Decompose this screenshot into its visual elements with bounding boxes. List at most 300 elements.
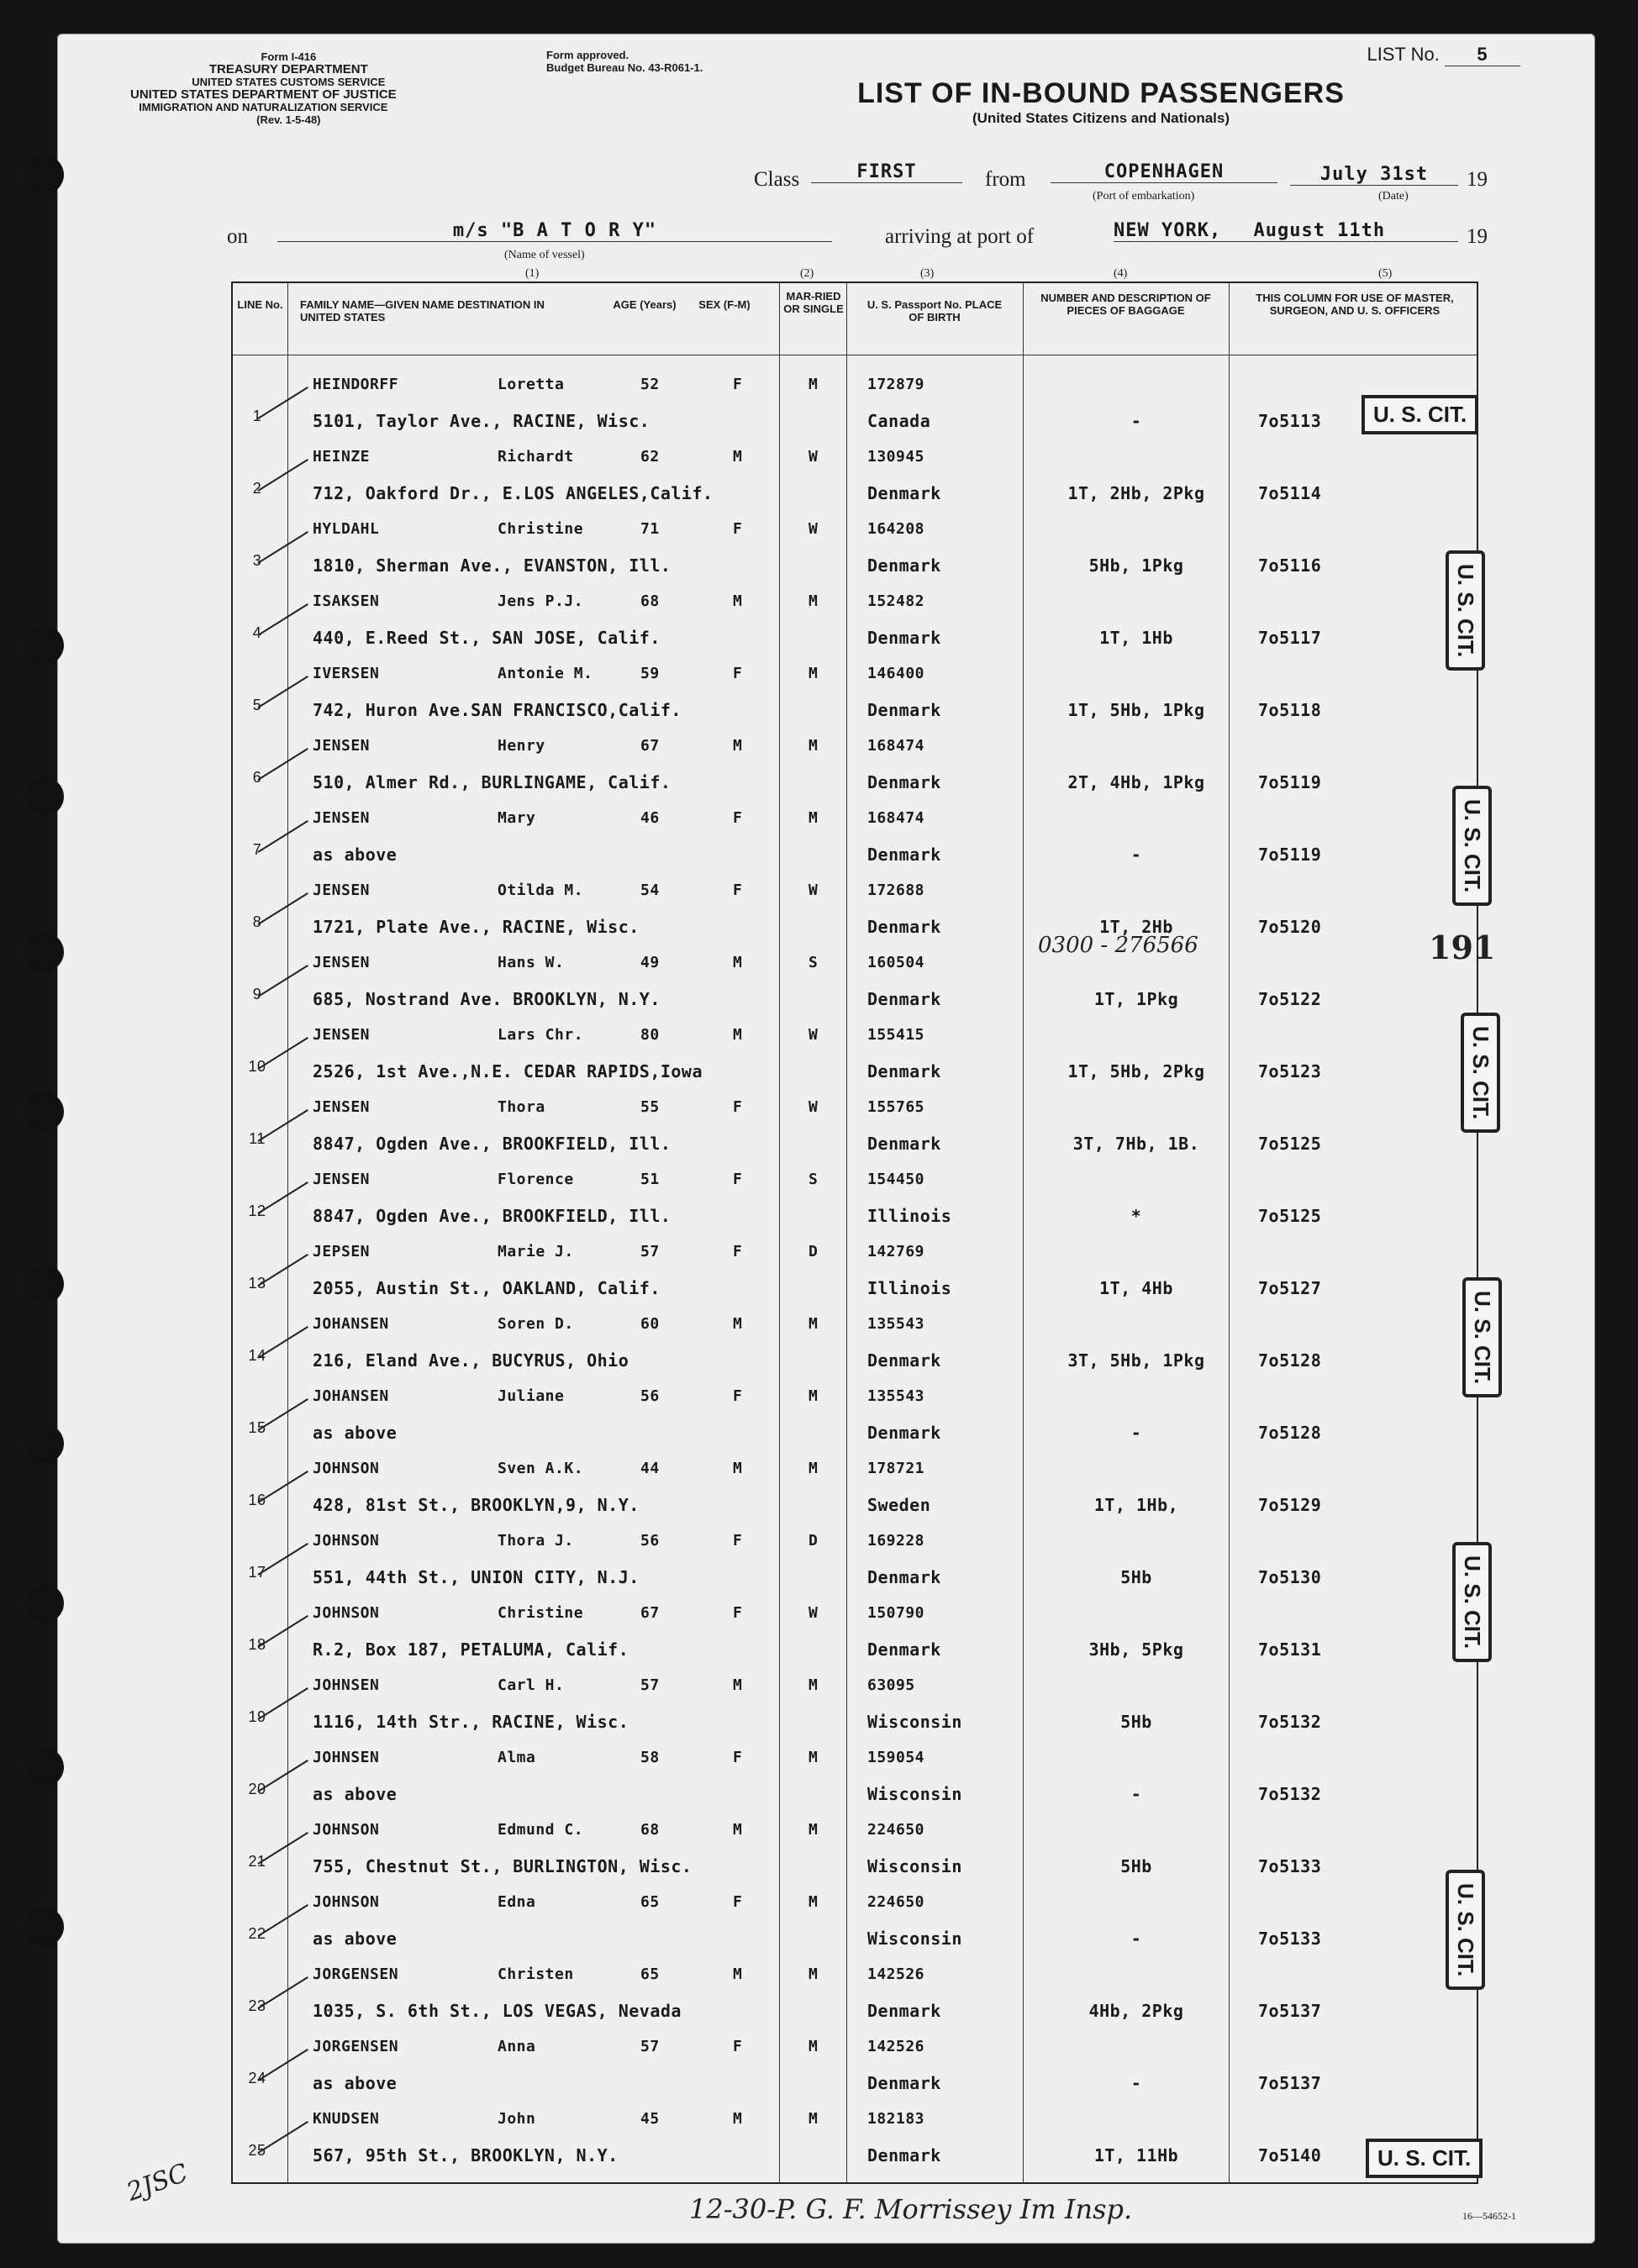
binder-hole — [25, 1092, 64, 1131]
given-name: Thora — [498, 1098, 545, 1116]
table-row — [233, 576, 1477, 648]
table-row — [233, 2021, 1477, 2093]
table-row — [233, 1515, 1477, 1587]
passport-number: 142526 — [867, 2038, 925, 2055]
table-row — [233, 431, 1477, 503]
age: 49 — [640, 954, 660, 971]
married-status: S — [808, 1171, 819, 1188]
age: 45 — [640, 2110, 660, 2128]
col-header-line: LINE No. — [237, 298, 283, 311]
place-of-birth: Denmark — [867, 989, 941, 1009]
passport-number: 168474 — [867, 737, 925, 755]
port-caption: (Port of embarkation) — [1093, 190, 1195, 203]
passport-number: 224650 — [867, 1821, 925, 1839]
line-number: 11 — [249, 1130, 266, 1147]
checkmark — [257, 676, 308, 708]
line-number: 19 — [248, 1708, 266, 1725]
family-name: HEINDORFF — [313, 376, 399, 393]
age: 68 — [640, 592, 660, 610]
checkmark — [257, 1543, 308, 1576]
destination: 551, 44th St., UNION CITY, N.J. — [313, 1567, 640, 1587]
passport-number: 164208 — [867, 520, 925, 538]
destination: 8847, Ogden Ave., BROOKFIELD, Ill. — [313, 1206, 672, 1226]
family-name: JOHNSEN — [313, 1749, 380, 1766]
sex: F — [733, 1387, 743, 1405]
baggage: 1T, 4Hb — [1099, 1278, 1173, 1298]
checkmark — [257, 820, 308, 853]
family-name: HYLDAHL — [313, 520, 380, 538]
officer-entry: 7o5137 — [1258, 2073, 1322, 2093]
married-status: M — [808, 2110, 819, 2128]
table-row — [233, 1226, 1477, 1298]
table-row — [233, 1081, 1477, 1154]
line-number: 2 — [252, 480, 262, 497]
place-of-birth: Denmark — [867, 917, 941, 937]
married-status: M — [808, 665, 819, 682]
binder-hole — [25, 933, 64, 971]
family-name: JENSEN — [313, 954, 371, 971]
place-of-birth: Denmark — [867, 555, 941, 576]
approval-block — [546, 49, 703, 74]
checkmark — [257, 1398, 308, 1431]
destination: 712, Oakford Dr., E.LOS ANGELES,Calif. — [313, 483, 714, 503]
given-name: Richardt — [498, 448, 574, 466]
passport-number: 63095 — [867, 1676, 915, 1694]
passport-number: 146400 — [867, 665, 925, 682]
officer-entry: 7o5114 — [1258, 483, 1322, 503]
line-number: 22 — [248, 1925, 266, 1942]
from-label: from — [985, 168, 1026, 191]
given-name: Mary — [498, 809, 536, 827]
officer-entry: 7o5129 — [1258, 1495, 1322, 1515]
married-status: M — [808, 1893, 819, 1911]
sex: F — [733, 881, 743, 899]
married-status: W — [808, 448, 819, 466]
class-value: FIRST — [811, 161, 962, 183]
sex: M — [733, 1676, 743, 1694]
table-row — [233, 2093, 1477, 2165]
married-status: M — [808, 1821, 819, 1839]
age: 60 — [640, 1315, 660, 1333]
destination: 2526, 1st Ave.,N.E. CEDAR RAPIDS,Iowa — [313, 1061, 703, 1081]
sex: F — [733, 1532, 743, 1550]
destination: as above — [313, 1423, 398, 1443]
line-number: 8 — [252, 913, 262, 930]
place-of-birth: Denmark — [867, 845, 941, 865]
line-number: 4 — [252, 624, 262, 641]
married-status: M — [808, 737, 819, 755]
age: 67 — [640, 1604, 660, 1622]
family-name: JENSEN — [313, 1026, 371, 1044]
form-number: Form I-416 — [261, 50, 317, 63]
passport-number: 155765 — [867, 1098, 925, 1116]
line-number: 5 — [252, 697, 262, 713]
family-name: JORGENSEN — [313, 2038, 399, 2055]
family-name: JOHNSEN — [313, 1676, 380, 1694]
checkmark — [257, 603, 308, 636]
married-status: M — [808, 809, 819, 827]
checkmark — [257, 1109, 308, 1142]
title-block — [807, 77, 1395, 127]
destination: 567, 95th St., BROOKLYN, N.Y. — [313, 2145, 619, 2165]
passport-number: 182183 — [867, 2110, 925, 2128]
sex: M — [733, 1965, 743, 1983]
arriving-label: arriving at port of — [885, 225, 1035, 248]
age: 68 — [640, 1821, 660, 1839]
place-of-birth: Sweden — [867, 1495, 931, 1515]
table-row — [233, 648, 1477, 720]
destination: as above — [313, 845, 398, 865]
passport-number: 169228 — [867, 1532, 925, 1550]
married-status: M — [808, 592, 819, 610]
col-header-age: AGE (Years) — [613, 298, 677, 311]
table-row — [233, 1298, 1477, 1371]
sex: F — [733, 1171, 743, 1188]
checkmark — [257, 892, 308, 925]
age: 54 — [640, 881, 660, 899]
baggage: 1T, 2Hb, 2Pkg — [1067, 483, 1205, 503]
place-of-birth: Denmark — [867, 1350, 941, 1371]
baggage: 1T, 1Hb, — [1093, 1495, 1179, 1515]
sex: F — [733, 2038, 743, 2055]
inspector-signature: 12-30-P. G. F. Morrissey Im Insp. — [689, 2193, 1133, 2225]
line-number: 16 — [248, 1492, 266, 1508]
table-row — [233, 1660, 1477, 1732]
place-of-birth: Wisconsin — [867, 1712, 962, 1732]
age: 58 — [640, 1749, 660, 1766]
arrival-port: NEW YORK, — [1114, 220, 1222, 241]
line-number: 6 — [252, 769, 262, 786]
us-cit-stamp: U. S. CIT. — [1462, 1277, 1502, 1397]
sex: F — [733, 1098, 743, 1116]
checkmark — [257, 1976, 308, 2009]
baggage: 1T, 1Pkg — [1093, 989, 1179, 1009]
passport-number: 142526 — [867, 1965, 925, 1983]
page-title: LIST OF IN-BOUND PASSENGERS — [857, 77, 1345, 109]
age: 46 — [640, 809, 660, 827]
family-name: JENSEN — [313, 881, 371, 899]
line-number: 17 — [248, 1564, 266, 1581]
baggage: 5Hb — [1120, 1567, 1152, 1587]
from-value: COPENHAGEN — [1051, 161, 1277, 183]
given-name: Juliane — [498, 1387, 565, 1405]
table-row — [233, 1587, 1477, 1660]
destination: 1810, Sherman Ave., EVANSTON, Ill. — [313, 555, 672, 576]
officer-entry: 7o5133 — [1258, 1856, 1322, 1876]
baggage: 1T, 11Hb — [1093, 2145, 1179, 2165]
checkmark — [257, 1471, 308, 1503]
baggage: - — [1130, 411, 1142, 431]
arrival-port-date — [1114, 220, 1458, 242]
binder-hole — [25, 1265, 64, 1303]
family-name: JOHANSEN — [313, 1387, 389, 1405]
given-name: Marie J. — [498, 1243, 574, 1260]
baggage: 5Hb, 1Pkg — [1088, 555, 1184, 576]
sex: F — [733, 809, 743, 827]
checkmark — [257, 965, 308, 997]
family-name: IVERSEN — [313, 665, 380, 682]
baggage: 5Hb — [1120, 1856, 1152, 1876]
officer-entry: 7o5125 — [1258, 1206, 1322, 1226]
line-number: 15 — [248, 1419, 266, 1436]
sex: F — [733, 1604, 743, 1622]
checkmark — [257, 1254, 308, 1287]
col-num-1: (1) — [525, 267, 540, 280]
destination: 1116, 14th Str., RACINE, Wisc. — [313, 1712, 629, 1732]
officer-entry: 7o5132 — [1258, 1712, 1322, 1732]
table-row — [233, 937, 1477, 1009]
married-status: W — [808, 881, 819, 899]
table-row — [233, 359, 1477, 431]
age: 52 — [640, 376, 660, 393]
sex: M — [733, 1026, 743, 1044]
binder-hole — [25, 155, 64, 194]
col-header-baggage: NUMBER AND DESCRIPTION OF PIECES OF BAGGAGE — [1040, 292, 1211, 317]
passport-number: 178721 — [867, 1460, 925, 1477]
line-number: 23 — [248, 1997, 266, 2014]
arrival-date: August 11th — [1253, 220, 1386, 241]
family-name: JENSEN — [313, 809, 371, 827]
family-name: JOHANSEN — [313, 1315, 389, 1333]
us-cit-stamp: U. S. CIT. — [1461, 1013, 1500, 1133]
us-cit-stamp: U. S. CIT. — [1446, 550, 1485, 671]
checkmark — [257, 1687, 308, 1720]
binder-hole — [25, 626, 64, 665]
us-cit-stamp: U. S. CIT. — [1361, 395, 1478, 434]
baggage: 3Hb, 5Pkg — [1088, 1639, 1184, 1660]
baggage: 1T, 2Hb — [1099, 917, 1173, 937]
sex: M — [733, 592, 743, 610]
given-name: Antonie M. — [498, 665, 593, 682]
baggage: * — [1130, 1206, 1142, 1226]
sex: F — [733, 1749, 743, 1766]
line-number: 12 — [248, 1202, 266, 1219]
table-row — [233, 503, 1477, 576]
sex: F — [733, 520, 743, 538]
sex: M — [733, 448, 743, 466]
sex: M — [733, 1821, 743, 1839]
destination: 742, Huron Ave.SAN FRANCISCO,Calif. — [313, 700, 682, 720]
given-name: Carl H. — [498, 1676, 565, 1694]
table-row — [233, 1371, 1477, 1443]
destination: 440, E.Reed St., SAN JOSE, Calif. — [313, 628, 661, 648]
table-row — [233, 1804, 1477, 1876]
col-header-officers: THIS COLUMN FOR USE OF MASTER, SURGEON, AND U. S. OFFICERS — [1256, 292, 1454, 317]
list-number — [1367, 44, 1520, 66]
form-approved: Form approved. — [546, 49, 629, 61]
revision: (Rev. 1-5-48) — [256, 113, 321, 126]
given-name: Henry — [498, 737, 545, 755]
checkmark — [257, 1037, 308, 1070]
place-of-birth: Denmark — [867, 700, 941, 720]
line-number: 10 — [248, 1058, 266, 1075]
passport-number: 172688 — [867, 881, 925, 899]
officer-entry: 7o5118 — [1258, 700, 1322, 720]
list-label: LIST No. — [1367, 44, 1440, 65]
given-name: Soren D. — [498, 1315, 574, 1333]
destination: 5101, Taylor Ave., RACINE, Wisc. — [313, 411, 650, 431]
baggage: 1T, 1Hb — [1099, 628, 1173, 648]
line-number: 21 — [248, 1853, 266, 1870]
passport-number: 135543 — [867, 1387, 925, 1405]
given-name: Loretta — [498, 376, 565, 393]
table-row — [233, 1732, 1477, 1804]
baggage: - — [1130, 1784, 1142, 1804]
baggage: - — [1130, 1423, 1142, 1443]
line-number: 24 — [248, 2070, 266, 2086]
officer-entry: 7o5122 — [1258, 989, 1322, 1009]
family-name: HEINZE — [313, 448, 371, 466]
sex: F — [733, 1243, 743, 1260]
given-name: Edmund C. — [498, 1821, 584, 1839]
passport-number: 152482 — [867, 592, 925, 610]
family-name: JEPSEN — [313, 1243, 371, 1260]
age: 67 — [640, 737, 660, 755]
age: 71 — [640, 520, 660, 538]
officer-entry: 7o5117 — [1258, 628, 1322, 648]
destination: as above — [313, 1784, 398, 1804]
family-name: JOHNSON — [313, 1893, 380, 1911]
binder-hole — [25, 777, 64, 816]
officer-entry: 7o5132 — [1258, 1784, 1322, 1804]
age: 56 — [640, 1532, 660, 1550]
table-row — [233, 792, 1477, 865]
binder-hole — [25, 1908, 64, 1946]
checkmark — [257, 2049, 308, 2081]
age: 59 — [640, 665, 660, 682]
baggage: - — [1130, 1929, 1142, 1949]
checkmark — [257, 2121, 308, 2154]
married-status: M — [808, 1965, 819, 1983]
given-name: Anna — [498, 2038, 536, 2055]
sex: F — [733, 376, 743, 393]
officer-entry: 7o5119 — [1258, 845, 1322, 865]
class-label: Class — [754, 168, 800, 191]
line-number: 25 — [248, 2142, 266, 2159]
place-of-birth: Denmark — [867, 1061, 941, 1081]
sex: M — [733, 1315, 743, 1333]
destination: 428, 81st St., BROOKLYN,9, N.Y. — [313, 1495, 640, 1515]
married-status: M — [808, 1676, 819, 1694]
on-label: on — [227, 225, 248, 248]
baggage: 1T, 5Hb, 2Pkg — [1067, 1061, 1205, 1081]
us-cit-stamp: U. S. CIT. — [1452, 1542, 1492, 1662]
col-header-sex: SEX (F-M) — [698, 298, 751, 311]
place-of-birth: Illinois — [867, 1206, 952, 1226]
table-row — [233, 1876, 1477, 1949]
place-of-birth: Denmark — [867, 483, 941, 503]
age: 80 — [640, 1026, 660, 1044]
given-name: Christen — [498, 1965, 574, 1983]
col-header-married: MAR-RIED OR SINGLE — [783, 290, 844, 315]
given-name: John — [498, 2110, 536, 2128]
given-name: Lars Chr. — [498, 1026, 584, 1044]
given-name: Hans W. — [498, 954, 565, 971]
given-name: Christine — [498, 1604, 584, 1622]
passport-number: 224650 — [867, 1893, 925, 1911]
place-of-birth: Denmark — [867, 1639, 941, 1660]
family-name: JORGENSEN — [313, 1965, 399, 1983]
married-status: D — [808, 1243, 819, 1260]
col-header-name: FAMILY NAME—GIVEN NAME DESTINATION IN UNITED STATES — [300, 298, 545, 324]
handwritten-191: 191 — [1429, 929, 1496, 966]
destination: 685, Nostrand Ave. BROOKLYN, N.Y. — [313, 989, 661, 1009]
family-name: ISAKSEN — [313, 592, 380, 610]
officer-entry: 7o5127 — [1258, 1278, 1322, 1298]
line-number: 9 — [252, 986, 262, 1002]
binder-hole — [25, 1584, 64, 1623]
date-caption: (Date) — [1378, 190, 1409, 203]
married-status: W — [808, 1026, 819, 1044]
table-row — [233, 720, 1477, 792]
us-cit-stamp: U. S. CIT. — [1446, 1870, 1485, 1990]
baggage: 1T, 5Hb, 1Pkg — [1067, 700, 1205, 720]
place-of-birth: Wisconsin — [867, 1856, 962, 1876]
baggage: 2T, 4Hb, 1Pkg — [1067, 772, 1205, 792]
passport-number: 172879 — [867, 376, 925, 393]
passport-number: 135543 — [867, 1315, 925, 1333]
baggage: 5Hb — [1120, 1712, 1152, 1732]
checkmark — [257, 1760, 308, 1792]
baggage: - — [1130, 2073, 1142, 2093]
baggage: 3T, 7Hb, 1B. — [1072, 1134, 1200, 1154]
officer-entry: 7o5140 — [1258, 2145, 1322, 2165]
age: 44 — [640, 1460, 660, 1477]
officer-entry: 7o5120 — [1258, 917, 1322, 937]
officer-entry: 7o5133 — [1258, 1929, 1322, 1949]
officer-entry: 7o5128 — [1258, 1350, 1322, 1371]
binder-hole — [25, 1748, 64, 1787]
vessel-name: m/s "B A T O R Y" — [277, 220, 832, 242]
married-status: M — [808, 1315, 819, 1333]
place-of-birth: Denmark — [867, 1423, 941, 1443]
budget-bureau: Budget Bureau No. 43-R061-1. — [546, 61, 703, 74]
married-status: W — [808, 1098, 819, 1116]
age: 56 — [640, 1387, 660, 1405]
baggage: - — [1130, 845, 1142, 865]
married-status: M — [808, 1387, 819, 1405]
family-name: KNUDSEN — [313, 2110, 380, 2128]
footer-code: 16—54652-1 — [1462, 2210, 1516, 2222]
place-of-birth: Canada — [867, 411, 931, 431]
place-of-birth: Denmark — [867, 2001, 941, 2021]
table-row — [233, 1154, 1477, 1226]
table-row — [233, 1443, 1477, 1515]
checkmark — [257, 531, 308, 564]
passport-number: 160504 — [867, 954, 925, 971]
family-name: JOHNSON — [313, 1821, 380, 1839]
treasury-dept: TREASURY DEPARTMENT — [208, 62, 368, 76]
handwritten-side-note: 2JSC — [123, 2158, 192, 2207]
sex: F — [733, 665, 743, 682]
age: 65 — [640, 1965, 660, 1983]
line-number: 20 — [248, 1781, 266, 1797]
passport-number: 150790 — [867, 1604, 925, 1622]
line-number: 14 — [248, 1347, 266, 1364]
officer-entry: 7o5119 — [1258, 772, 1322, 792]
passport-number: 154450 — [867, 1171, 925, 1188]
place-of-birth: Wisconsin — [867, 1929, 962, 1949]
passport-number: 142769 — [867, 1243, 925, 1260]
us-cit-stamp: U. S. CIT. — [1366, 2139, 1483, 2178]
family-name: JOHNSON — [313, 1460, 380, 1477]
sex: M — [733, 737, 743, 755]
year-1: 19 — [1467, 168, 1488, 191]
officer-entry: 7o5113 — [1258, 411, 1322, 431]
justice-dept: UNITED STATES DEPARTMENT OF JUSTICE — [130, 87, 397, 102]
age: 62 — [640, 448, 660, 466]
handwritten-passport-note: 0300 - 276566 — [1038, 933, 1198, 958]
